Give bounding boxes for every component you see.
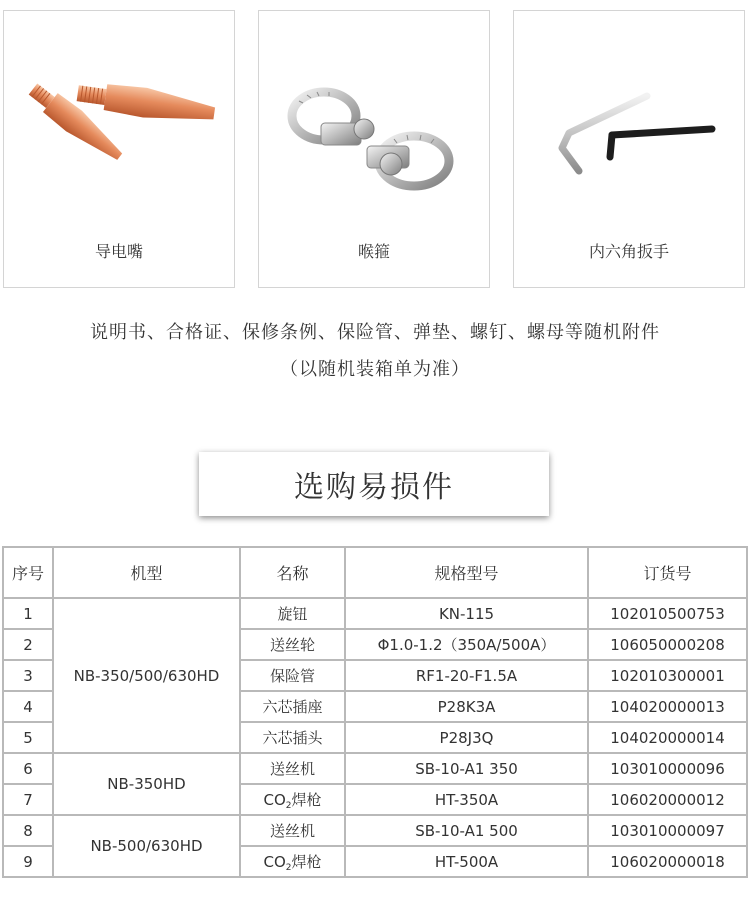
table-header-row (3, 547, 747, 598)
part-name: 保险管 (240, 660, 345, 691)
accessory-caption: 内六角扳手 (588, 242, 669, 261)
model-group: NB-500/630HD (53, 815, 240, 877)
row-number: 7 (3, 784, 53, 815)
order-number: 106020000012 (588, 784, 747, 815)
order-number: 103010000097 (588, 815, 747, 846)
model-group: NB-350/500/630HD (53, 598, 240, 753)
part-name: 送丝机 (240, 815, 345, 846)
accessory-card-hex-key (513, 10, 745, 288)
row-number: 2 (3, 629, 53, 660)
row-number: 9 (3, 846, 53, 877)
contact-tip-icon (4, 11, 234, 221)
spare-parts-table (2, 546, 748, 878)
order-number: 104020000014 (588, 722, 747, 753)
header-cell: 规格型号 (345, 547, 588, 598)
part-name (240, 846, 345, 877)
header-cell: 序号 (3, 547, 53, 598)
part-name (240, 784, 345, 815)
order-number: 103010000096 (588, 753, 747, 784)
accessories-note: 说明书、合格证、保修条例、保险管、弹垫、螺钉、螺母等随机附件 (90, 322, 660, 343)
accessory-caption: 喉箍 (357, 242, 390, 261)
section-title: 选购易损件 (199, 452, 549, 516)
part-spec: KN-115 (345, 598, 588, 629)
header-cell: 订货号 (588, 547, 747, 598)
part-name: 六芯插头 (240, 722, 345, 753)
hex-key-icon (514, 11, 744, 221)
part-spec: HT-500A (345, 846, 588, 877)
part-name: 送丝轮 (240, 629, 345, 660)
order-number: 104020000013 (588, 691, 747, 722)
part-name: 送丝机 (240, 753, 345, 784)
part-name-prefix: CO (263, 852, 286, 871)
part-name-prefix: CO (263, 790, 286, 809)
table-row (3, 815, 747, 846)
part-spec: P28K3A (345, 691, 588, 722)
header-cell: 名称 (240, 547, 345, 598)
model-group: NB-350HD (53, 753, 240, 815)
part-name-suffix: 焊枪 (291, 790, 322, 809)
row-number: 8 (3, 815, 53, 846)
order-number: 106050000208 (588, 629, 747, 660)
accessory-card-contact-tip (3, 10, 235, 288)
part-spec: RF1-20-F1.5A (345, 660, 588, 691)
row-number: 4 (3, 691, 53, 722)
table-row (3, 753, 747, 784)
accessory-card-hose-clamp (258, 10, 490, 288)
row-number: 6 (3, 753, 53, 784)
table-row (3, 598, 747, 629)
part-spec: HT-350A (345, 784, 588, 815)
part-name-subscript: 2 (285, 862, 292, 873)
order-number: 102010300001 (588, 660, 747, 691)
order-number: 102010500753 (588, 598, 747, 629)
part-name-suffix: 焊枪 (291, 852, 322, 871)
order-number: 106020000018 (588, 846, 747, 877)
part-name-subscript: 2 (285, 800, 292, 811)
row-number: 5 (3, 722, 53, 753)
part-spec: P28J3Q (345, 722, 588, 753)
part-name: 六芯插座 (240, 691, 345, 722)
accessory-caption: 导电嘴 (94, 242, 143, 261)
part-spec: SB-10-A1 350 (345, 753, 588, 784)
header-cell: 机型 (53, 547, 240, 598)
row-number: 3 (3, 660, 53, 691)
row-number: 1 (3, 598, 53, 629)
accessories-note-subtext: （以随机装箱单为准） (280, 359, 470, 380)
part-spec: SB-10-A1 500 (345, 815, 588, 846)
part-name: 旋钮 (240, 598, 345, 629)
hose-clamp-icon (259, 11, 489, 221)
part-spec: Φ1.0-1.2（350A/500A） (345, 629, 588, 660)
